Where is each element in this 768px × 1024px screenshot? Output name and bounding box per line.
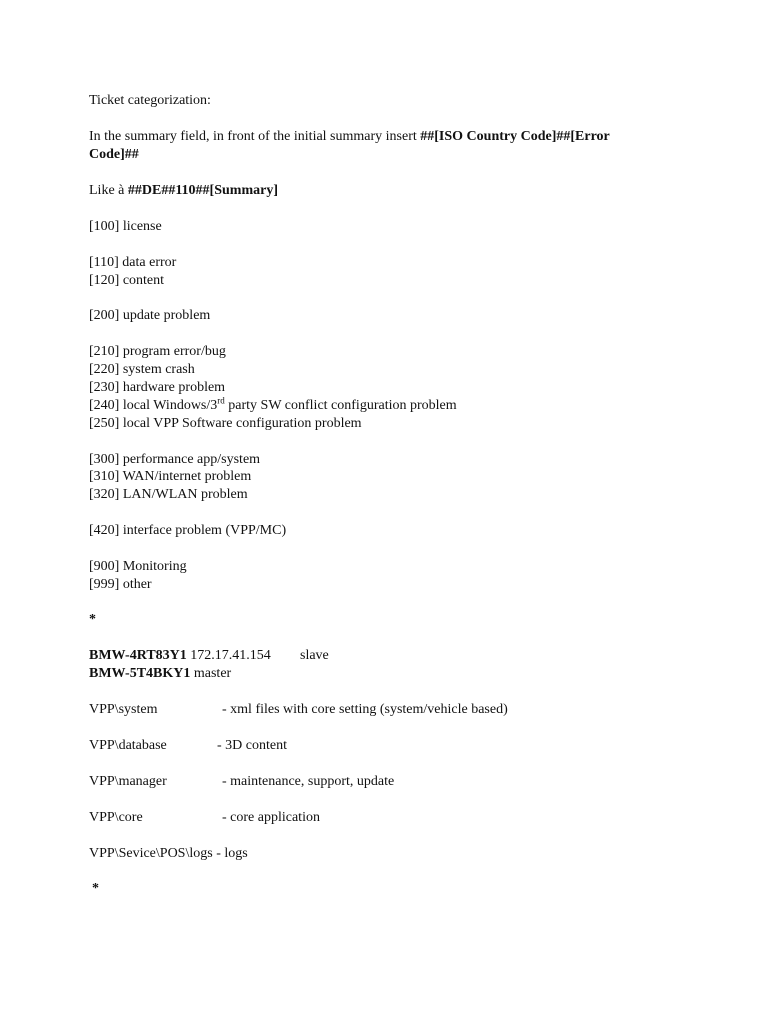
heading: Ticket categorization: <box>89 93 211 108</box>
example-line <box>89 182 278 200</box>
folder-manager-path: VPP\manager <box>89 774 167 789</box>
code-110: [110] data error <box>89 255 177 270</box>
instruction-line-1 <box>89 128 610 146</box>
host1-ip: 172.17.41.154 <box>186 648 271 663</box>
host1-name: BMW-4RT83Y1 <box>89 648 187 663</box>
code-900: [900] Monitoring <box>89 559 187 574</box>
code-420: [420] interface problem (VPP/MC) <box>89 523 287 538</box>
folder-logs-line: VPP\Sevice\POS\logs - logs <box>89 846 248 861</box>
code-100: [100] license <box>89 219 162 234</box>
code-240-text-rest: party SW conflict configuration problem <box>224 398 457 413</box>
instruction-line-2: Code]## <box>89 147 139 162</box>
separator-asterisk-2: * <box>92 881 99 896</box>
folder-system-desc: - xml files with core setting (system/vehicle based) <box>222 702 508 717</box>
code-200: [200] update problem <box>89 308 211 323</box>
code-310: [310] WAN/internet problem <box>89 469 252 484</box>
code-220: [220] system crash <box>89 362 195 377</box>
folder-core-desc: - core application <box>222 810 320 825</box>
folder-core-path: VPP\core <box>89 810 143 825</box>
folder-system-path: VPP\system <box>89 702 158 717</box>
code-230: [230] hardware problem <box>89 380 226 395</box>
code-240-superscript: rd <box>217 395 225 406</box>
code-210: [210] program error/bug <box>89 344 226 359</box>
code-240 <box>89 397 457 415</box>
host2-name: BMW-5T4BKY1 <box>89 666 191 681</box>
instruction-text: In the summary field, in front of the initial summary insert <box>89 129 421 144</box>
example-format: ##DE##110##[Summary] <box>127 183 278 198</box>
code-999: [999] other <box>89 577 152 592</box>
code-250: [250] local VPP Software configuration problem <box>89 416 362 431</box>
instruction-format: ##[ISO Country Code]##[Error <box>420 129 610 144</box>
code-240-text: [240] local Windows/3 <box>89 398 218 413</box>
code-320: [320] LAN/WLAN problem <box>89 487 248 502</box>
code-120: [120] content <box>89 273 165 288</box>
host2-role: master <box>190 666 232 681</box>
host-line-2 <box>89 665 231 683</box>
host1-role: slave <box>300 648 329 663</box>
folder-manager-desc: - maintenance, support, update <box>222 774 395 789</box>
folder-database-desc: - 3D content <box>217 738 287 753</box>
host-line-1 <box>89 647 271 665</box>
separator-asterisk: * <box>89 612 96 627</box>
code-300: [300] performance app/system <box>89 452 261 467</box>
folder-database-path: VPP\database <box>89 738 167 753</box>
example-text: Like à <box>89 183 128 198</box>
